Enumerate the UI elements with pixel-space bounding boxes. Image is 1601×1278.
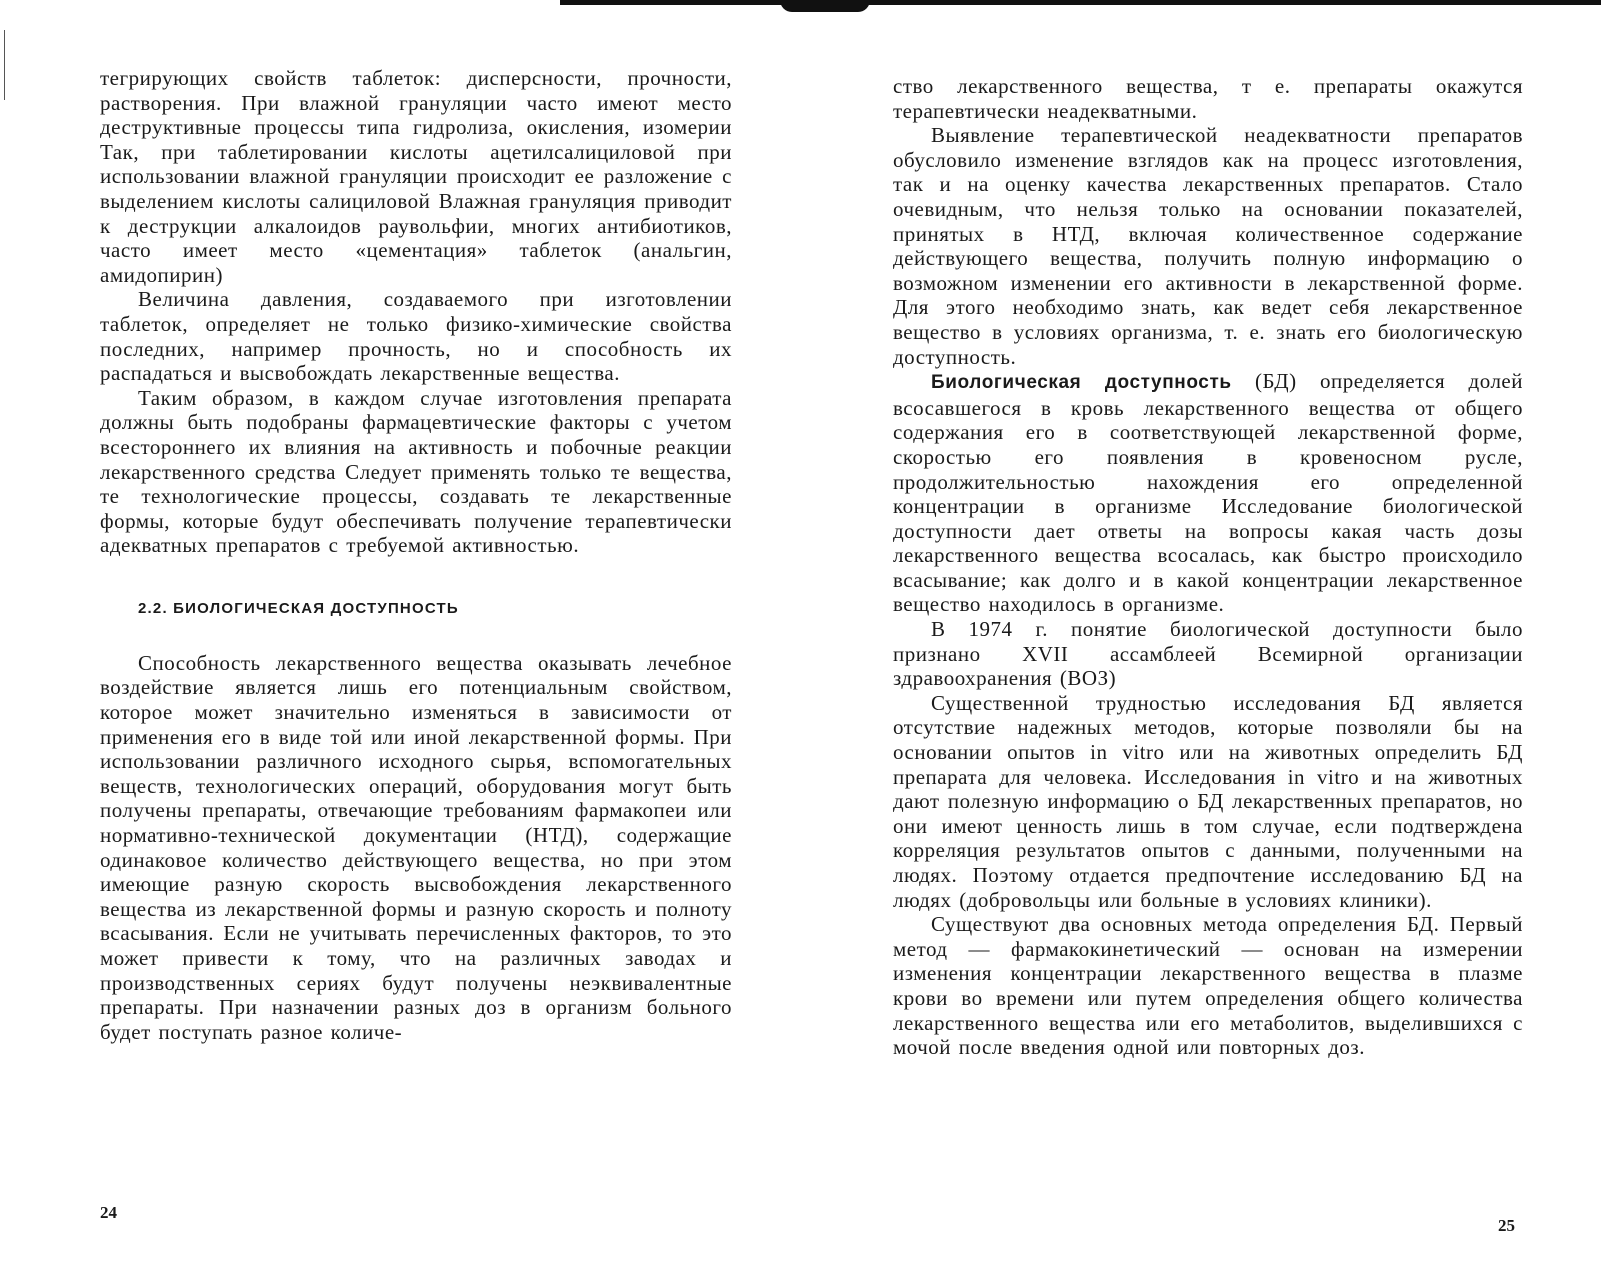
paragraph: Величина давления, создаваемого при изготовлении таблеток, определяет не только физико-химические свойства последних, например прочность, но и способность их распадаться и высвобождать лекарственные вещества. xyxy=(100,287,732,386)
paragraph: Способность лекарственного вещества оказывать лечебное воздействие является лишь его потенциальным свойством, которое может значительно изменяться в зависимости от применения его в виде той или иной лекарственной формы. При использовании различного исходного сырья, вспомогательных веществ, технологических операций, оборудования могут быть получены препараты, отвечающие требованиям фармакопеи или нормативно-технической документации (НТД), содержащие одинаковое количество действующего вещества, но при этом имеющие разную скорость высвобождения лекарственного вещества из лекарственной формы и разную скорость и полноту всасывания. Если не учитывать перечисленных факторов, то это может привести к тому, что на различных заводах и производственных сериях будут получены неэквивалентные препараты. При назначении разных доз в организм больного будет поступать разное количе- xyxy=(100,650,732,1044)
page-number: 25 xyxy=(1498,1216,1515,1235)
paragraph: ство лекарственного вещества, т е. препараты окажутся терапевтически неадекватными. xyxy=(893,74,1523,123)
left-edge-mark xyxy=(4,30,5,100)
definition-text: (БД) определяется долей всосавшегося в кровь лекарственного вещества от общего содержания его в соответствующей лекарственной форме, скоростью его появления в кровеносном русле, продолжительностью нахождения его определенной концентрации в организме Исследование биологической доступности дает ответы на вопросы какая часть дозы лекарственного вещества всосалась, как быстро происходило всасывание; как долго и в какой концентрации лекарственное вещество находилось в организме. xyxy=(893,369,1523,617)
defined-term: Биологическая доступность xyxy=(931,372,1232,394)
section-heading: 2.2. БИОЛОГИЧЕСКАЯ ДОСТУПНОСТЬ xyxy=(138,599,459,617)
paragraph: Выявление терапевтической неадекватности препаратов обусловило изменение взглядов как на процесс изготовления, так и на оценку качества лекарственных препаратов. Стало очевидным, что нельзя только на основании показателей, принятых в НТД, включая количественное содержание действующего вещества, получить полную информацию о возможном изменении его активности в лекарственной форме. Для этого необходимо знать, как ведет себя лекарственное вещество в условиях организма, т. е. знать его биологическую доступность. xyxy=(893,123,1523,369)
page-number: 24 xyxy=(100,1203,117,1222)
paragraph: Существуют два основных метода определения БД. Первый метод — фармакокинетический — основан на измерении изменения концентрации лекарственного вещества в плазме крови во времени или путем определения общего количества лекарственного вещества или его метаболитов, выделившихся с мочой после введения одной или повторных доз. xyxy=(893,912,1523,1060)
page-top-edge-shadow xyxy=(560,0,1601,5)
paragraph-biological-availability xyxy=(893,369,1523,617)
left-page-text xyxy=(100,66,732,1044)
paragraph: тегрирующих свойств таблеток: дисперсности, прочности, растворения. При влажной грануляции часто имеют место деструктивные процессы типа гидролиза, окисления, изомерии Так, при таблетировании кислоты ацетилсалициловой при использовании влажной грануляции происходит ее разложение с выделением кислоты салициловой Влажная грануляция приводит к деструкции алкалоидов раувольфии, многих антибиотиков, часто имеет место «цементация» таблеток (анальгин, амидопирин) xyxy=(100,66,732,287)
paragraph: Существенной трудностью исследования БД является отсутствие надежных методов, которые позволяли бы на основании опытов in vitro или на животных определить БД препарата для человека. Исследования in vitro и на животных дают полезную информацию о БД лекарственных препаратов, но они имеют ценность лишь в том случае, если подтверждена корреляция результатов опытов с данными, полученными на людях. Поэтому отдается предпочтение исследованию БД на людях (добровольцы или больные в условиях клиники). xyxy=(893,690,1523,912)
scan-binding-mark xyxy=(780,0,870,12)
paragraph: В 1974 г. понятие биологической доступности было признано XVII ассамблеей Всемирной организации здравоохранения (ВОЗ) xyxy=(893,617,1523,691)
right-page-text xyxy=(893,74,1523,1060)
paragraph: Таким образом, в каждом случае изготовления препарата должны быть подобраны фармацевтические факторы с учетом всестороннего их влияния на активность и побочные реакции лекарственного средства Следует применять только те вещества, те технологические процессы, создавать те лекарственные формы, которые будут обеспечивать получение терапевтически адекватных препаратов с требуемой активностью. xyxy=(100,385,732,558)
